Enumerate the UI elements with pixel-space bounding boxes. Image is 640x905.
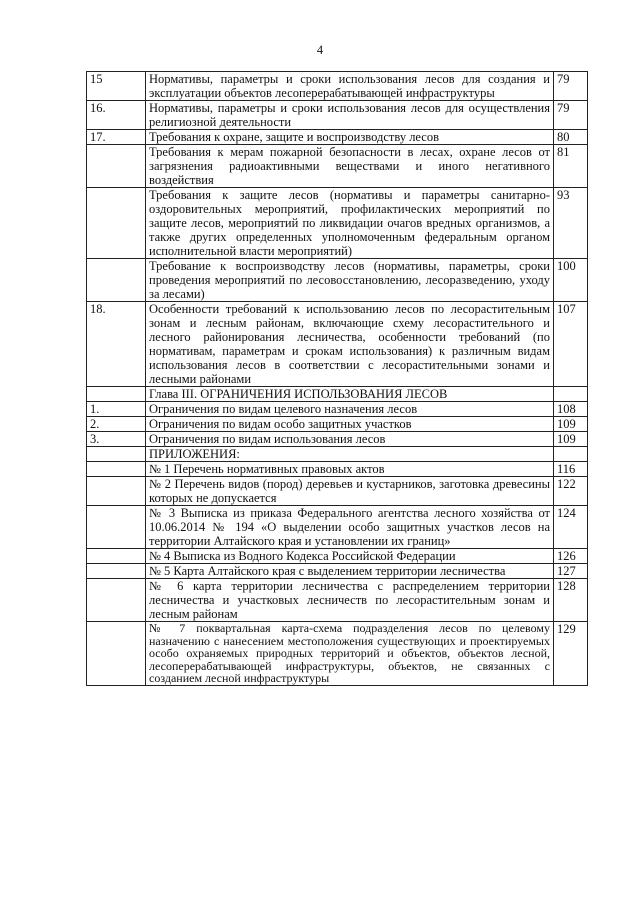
row-title: № 2 Перечень видов (пород) деревьев и кустарников, заготовка древесины которых не допускается (146, 477, 554, 506)
page-number: 4 (316, 43, 324, 57)
table-row (87, 417, 588, 432)
row-title: Требования к защите лесов (нормативы и параметры санитарно-оздоровительных мероприятий, профилактических мероприятий по защите лесов, мероприятий по ликвидации очагов вредных организмов, а также других определенных уполномоченным федеральным органом исполнительной власти мероприятий) (146, 188, 554, 259)
row-number (87, 387, 146, 402)
contents-table-body (87, 72, 588, 686)
row-title: № 5 Карта Алтайского края с выделением территории лесничества (146, 564, 554, 579)
row-title: Ограничения по видам целевого назначения лесов (146, 402, 554, 417)
row-number: 1. (87, 402, 146, 417)
table-row (87, 387, 588, 402)
row-page: 81 (554, 145, 588, 188)
row-number (87, 622, 146, 686)
table-row (87, 579, 588, 622)
table-row (87, 549, 588, 564)
row-title: № 4 Выписка из Водного Кодекса Российской Федерации (146, 549, 554, 564)
table-row (87, 302, 588, 387)
row-title: № 6 карта территории лесничества с распределением территории лесничества и участковых лесничеств по лесорастительным зонам и лесным районам (146, 579, 554, 622)
row-number (87, 188, 146, 259)
row-number: 17. (87, 130, 146, 145)
row-title: Особенности требований к использованию лесов по лесорастительным зонам и лесным районам, включающие схему лесорастительного и лесного районирования лесничества, особенности требований (по нормативам, параметрам и срокам использования) к различным видам использования лесов в соответствии с лесорастительными зонами и лесными районами (146, 302, 554, 387)
row-number: 18. (87, 302, 146, 387)
row-number: 3. (87, 432, 146, 447)
row-title: № 3 Выписка из приказа Федерального агентства лесного хозяйства от 10.06.2014 № 194 «О выделении особо защитных участков лесов на территории Алтайского края и установлении их границ» (146, 506, 554, 549)
row-page (554, 387, 588, 402)
table-row (87, 402, 588, 417)
row-page: 109 (554, 432, 588, 447)
table-row (87, 145, 588, 188)
row-page: 100 (554, 259, 588, 302)
row-number: 16. (87, 101, 146, 130)
row-page: 79 (554, 72, 588, 101)
row-title: Нормативы, параметры и сроки использования лесов для осуществления религиозной деятельности (146, 101, 554, 130)
row-number: 15 (87, 72, 146, 101)
row-title: Ограничения по видам особо защитных участков (146, 417, 554, 432)
table-row (87, 188, 588, 259)
row-page: 109 (554, 417, 588, 432)
row-title: № 1 Перечень нормативных правовых актов (146, 462, 554, 477)
row-page: 93 (554, 188, 588, 259)
row-page: 126 (554, 549, 588, 564)
row-page: 79 (554, 101, 588, 130)
row-page: 107 (554, 302, 588, 387)
table-row (87, 477, 588, 506)
row-page: 116 (554, 462, 588, 477)
table-row (87, 622, 588, 686)
row-title: Требование к воспроизводству лесов (нормативы, параметры, сроки проведения мероприятий по лесовосстановлению, лесоразведению, уходу за лесами) (146, 259, 554, 302)
table-row (87, 72, 588, 101)
row-title: Требования к мерам пожарной безопасности в лесах, охране лесов от загрязнения радиоактивными веществами и иного негативного воздействия (146, 145, 554, 188)
table-row (87, 259, 588, 302)
row-title: Нормативы, параметры и сроки использования лесов для создания и эксплуатации объектов лесоперерабатывающей инфраструктуры (146, 72, 554, 101)
row-number (87, 259, 146, 302)
row-number (87, 579, 146, 622)
table-row (87, 101, 588, 130)
row-page: 129 (554, 622, 588, 686)
row-number (87, 462, 146, 477)
row-title: Требования к охране, защите и воспроизводству лесов (146, 130, 554, 145)
row-title: Глава III. ОГРАНИЧЕНИЯ ИСПОЛЬЗОВАНИЯ ЛЕСОВ (146, 387, 554, 402)
row-title: № 7 поквартальная карта-схема подразделения лесов по целевому назначению с нанесением местоположения существующих и проектируемых особо охраняемых природных территорий и объектов, объектов лесной, лесоперерабатывающей инфраструктуры, объектов, не связанных с созданием лесной инфраструктуры (146, 622, 554, 686)
row-number (87, 145, 146, 188)
row-page: 80 (554, 130, 588, 145)
table-row (87, 130, 588, 145)
row-page: 122 (554, 477, 588, 506)
row-page: 127 (554, 564, 588, 579)
row-number (87, 564, 146, 579)
row-number (87, 477, 146, 506)
row-title: ПРИЛОЖЕНИЯ: (146, 447, 554, 462)
row-page: 124 (554, 506, 588, 549)
table-row (87, 462, 588, 477)
contents-table (86, 71, 588, 686)
table-row (87, 564, 588, 579)
table-row (87, 447, 588, 462)
row-title: Ограничения по видам использования лесов (146, 432, 554, 447)
table-row (87, 432, 588, 447)
row-page: 128 (554, 579, 588, 622)
row-number: 2. (87, 417, 146, 432)
row-number (87, 506, 146, 549)
row-page (554, 447, 588, 462)
row-number (87, 447, 146, 462)
row-page: 108 (554, 402, 588, 417)
row-number (87, 549, 146, 564)
table-row (87, 506, 588, 549)
